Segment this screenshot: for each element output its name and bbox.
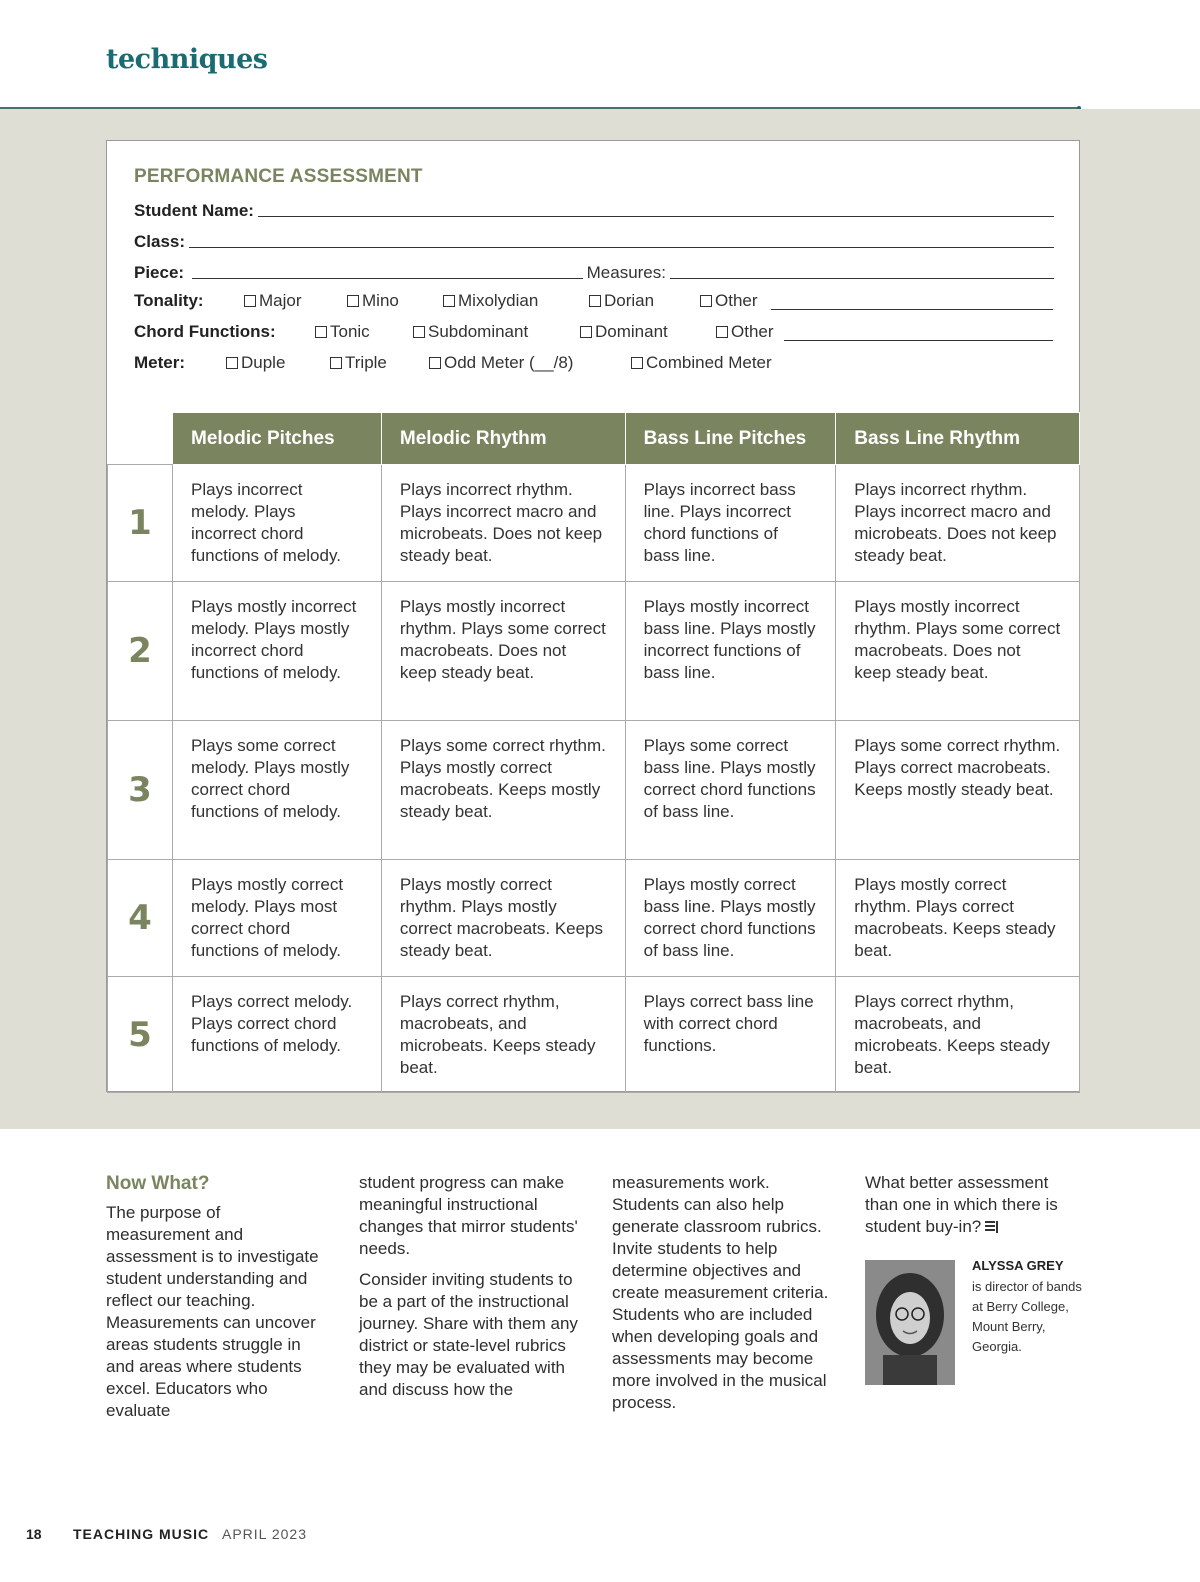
chord-option-dominant[interactable]: Dominant xyxy=(580,322,668,342)
rubric-cell: Plays some correct melody. Plays mostly correct chord functions of melody. xyxy=(173,721,382,860)
rubric-row xyxy=(108,977,1080,1093)
author-name: ALYSSA GREY xyxy=(972,1258,1064,1273)
class-field[interactable] xyxy=(189,247,1054,248)
rubric-table xyxy=(107,412,1080,1093)
meter-option-odd[interactable]: Odd Meter (__/8) xyxy=(429,353,573,373)
rubric-cell: Plays mostly incorrect melody. Plays mostly incorrect chord functions of melody. xyxy=(173,582,382,721)
rubric-cell: Plays some correct rhythm. Plays mostly correct macrobeats. Keeps mostly steady beat. xyxy=(381,721,625,860)
score-number: 4 xyxy=(108,860,173,977)
rubric-cell: Plays some correct rhythm. Plays correct macrobeats. Keeps mostly steady beat. xyxy=(836,721,1080,860)
chord-functions-label: Chord Functions: xyxy=(134,322,276,341)
rubric-cell: Plays incorrect rhythm. Plays incorrect macro and microbeats. Does not keep steady beat. xyxy=(836,465,1080,582)
rubric-row xyxy=(108,860,1080,977)
rubric-cell: Plays mostly correct rhythm. Plays correct macrobeats. Keeps steady beat. xyxy=(836,860,1080,977)
rubric-cell: Plays correct rhythm, macrobeats, and microbeats. Keeps steady beat. xyxy=(836,977,1080,1093)
article-paragraph: measurements work. Students can also help generate classroom rubrics. Invite students to help determine objectives and create measurement criteria. Students who are included when developing goals and assessments may become more involved in the musical process. xyxy=(612,1173,829,1412)
checkbox-icon[interactable] xyxy=(330,357,342,369)
rubric-cell: Plays mostly correct melody. Plays most correct chord functions of melody. xyxy=(173,860,382,977)
score-number: 1 xyxy=(108,465,173,582)
rubric-cell: Plays mostly incorrect bass line. Plays mostly incorrect functions of bass line. xyxy=(625,582,836,721)
score-number: 2 xyxy=(108,582,173,721)
rubric-cell: Plays incorrect bass line. Plays incorrect chord functions of bass line. xyxy=(625,465,836,582)
checkbox-icon[interactable] xyxy=(443,295,455,307)
checkbox-icon[interactable] xyxy=(716,326,728,338)
author-photo xyxy=(865,1260,955,1385)
article-paragraph xyxy=(865,1172,1085,1238)
rubric-row xyxy=(108,465,1080,582)
chord-option-other[interactable]: Other xyxy=(716,322,774,342)
rubric-cell: Plays mostly incorrect rhythm. Plays some correct macrobeats. Does not keep steady beat. xyxy=(836,582,1080,721)
tonality-option-mixolydian[interactable]: Mixolydian xyxy=(443,291,538,311)
tonality-option-major[interactable]: Major xyxy=(244,291,302,311)
rubric-row xyxy=(108,721,1080,860)
checkbox-icon[interactable] xyxy=(631,357,643,369)
tonality-option-other[interactable]: Other xyxy=(700,291,758,311)
page-number: 18 xyxy=(26,1526,42,1542)
article-column-2 xyxy=(359,1172,579,1410)
rubric-cell: Plays correct bass line with correct chord functions. xyxy=(625,977,836,1093)
header-melodic-rhythm: Melodic Rhythm xyxy=(381,413,625,465)
student-name-field[interactable] xyxy=(258,216,1054,217)
article-column-1 xyxy=(106,1172,326,1431)
rubric-cell: Plays correct melody. Plays correct chord functions of melody. xyxy=(173,977,382,1093)
chord-other-field[interactable] xyxy=(784,340,1053,341)
tonality-option-dorian[interactable]: Dorian xyxy=(589,291,654,311)
piece-row xyxy=(134,259,1054,283)
tonality-label: Tonality: xyxy=(134,291,204,310)
chord-functions-row xyxy=(134,320,1054,344)
chord-option-subdominant[interactable]: Subdominant xyxy=(413,322,528,342)
rubric-cell: Plays mostly correct rhythm. Plays mostly correct macrobeats. Keeps steady beat. xyxy=(381,860,625,977)
header-melodic-pitches: Melodic Pitches xyxy=(173,413,382,465)
rubric-cell: Plays some correct bass line. Plays mostly correct chord functions of bass line. xyxy=(625,721,836,860)
checkbox-icon[interactable] xyxy=(244,295,256,307)
closing-sentence: What better assessment than one in which there is student buy-in? xyxy=(865,1173,1058,1236)
rubric-header-row xyxy=(108,413,1080,465)
rubric-cell: Plays incorrect rhythm. Plays incorrect macro and microbeats. Does not keep steady beat. xyxy=(381,465,625,582)
checkbox-icon[interactable] xyxy=(347,295,359,307)
end-mark-icon xyxy=(985,1221,999,1233)
tonality-option-minor[interactable]: Mino xyxy=(347,291,399,311)
header-bass-line-rhythm: Bass Line Rhythm xyxy=(836,413,1080,465)
article-column-4 xyxy=(865,1172,1085,1247)
score-number: 5 xyxy=(108,977,173,1093)
magazine-name: TEACHING MUSIC xyxy=(73,1526,210,1542)
rubric-cell: Plays correct rhythm, macrobeats, and microbeats. Keeps steady beat. xyxy=(381,977,625,1093)
meter-option-duple[interactable]: Duple xyxy=(226,353,285,373)
measures-label: Measures: xyxy=(586,263,666,282)
checkbox-icon[interactable] xyxy=(589,295,601,307)
chord-option-tonic[interactable]: Tonic xyxy=(315,322,370,342)
article-paragraph: Consider inviting students to be a part of the instructional journey. Share with them any district or state-level rubrics they may be evaluated with and discuss how the xyxy=(359,1270,578,1399)
section-title: techniques xyxy=(106,44,268,75)
author-bio: is director of bands at Berry College, Mount Berry, Georgia. xyxy=(972,1279,1082,1354)
class-row xyxy=(134,228,1054,252)
checkbox-icon[interactable] xyxy=(700,295,712,307)
meter-label: Meter: xyxy=(134,353,186,372)
form-title: PERFORMANCE ASSESSMENT xyxy=(134,166,423,187)
article-paragraph: The purpose of measurement and assessment is to investigate student understanding and reflect our teaching. Measurements can uncover areas students struggle in and areas where students excel. Educators who evaluate xyxy=(106,1203,319,1420)
measures-field[interactable] xyxy=(670,278,1054,279)
rubric-cell: Plays incorrect melody. Plays incorrect chord functions of melody. xyxy=(173,465,382,582)
checkbox-icon[interactable] xyxy=(429,357,441,369)
tonality-other-field[interactable] xyxy=(771,309,1053,310)
checkbox-icon[interactable] xyxy=(580,326,592,338)
meter-row xyxy=(134,351,1054,375)
piece-field[interactable] xyxy=(192,278,583,279)
issue-date: APRIL 2023 xyxy=(222,1526,307,1542)
rubric-corner xyxy=(108,413,173,465)
student-name-label: Student Name: xyxy=(134,201,254,220)
checkbox-icon[interactable] xyxy=(226,357,238,369)
rubric-row xyxy=(108,582,1080,721)
author-portrait-icon xyxy=(865,1260,955,1385)
article-heading: Now What? xyxy=(106,1173,210,1194)
tonality-row xyxy=(134,289,1054,313)
rubric-cell: Plays mostly correct bass line. Plays mostly correct chord functions of bass line. xyxy=(625,860,836,977)
checkbox-icon[interactable] xyxy=(315,326,327,338)
performance-assessment-form xyxy=(106,140,1080,1092)
piece-label: Piece: xyxy=(134,263,185,282)
class-label: Class: xyxy=(134,232,186,251)
header-bass-line-pitches: Bass Line Pitches xyxy=(625,413,836,465)
article-paragraph: student progress can make meaningful instructional changes that mirror students' needs. xyxy=(359,1173,578,1258)
score-number: 3 xyxy=(108,721,173,860)
meter-option-triple[interactable]: Triple xyxy=(330,353,387,373)
rubric-cell: Plays mostly incorrect rhythm. Plays some correct macrobeats. Does not keep steady beat. xyxy=(381,582,625,721)
student-name-row xyxy=(134,197,1054,221)
meter-option-combined[interactable]: Combined Meter xyxy=(631,353,772,373)
checkbox-icon[interactable] xyxy=(413,326,425,338)
article-column-3 xyxy=(612,1172,832,1423)
